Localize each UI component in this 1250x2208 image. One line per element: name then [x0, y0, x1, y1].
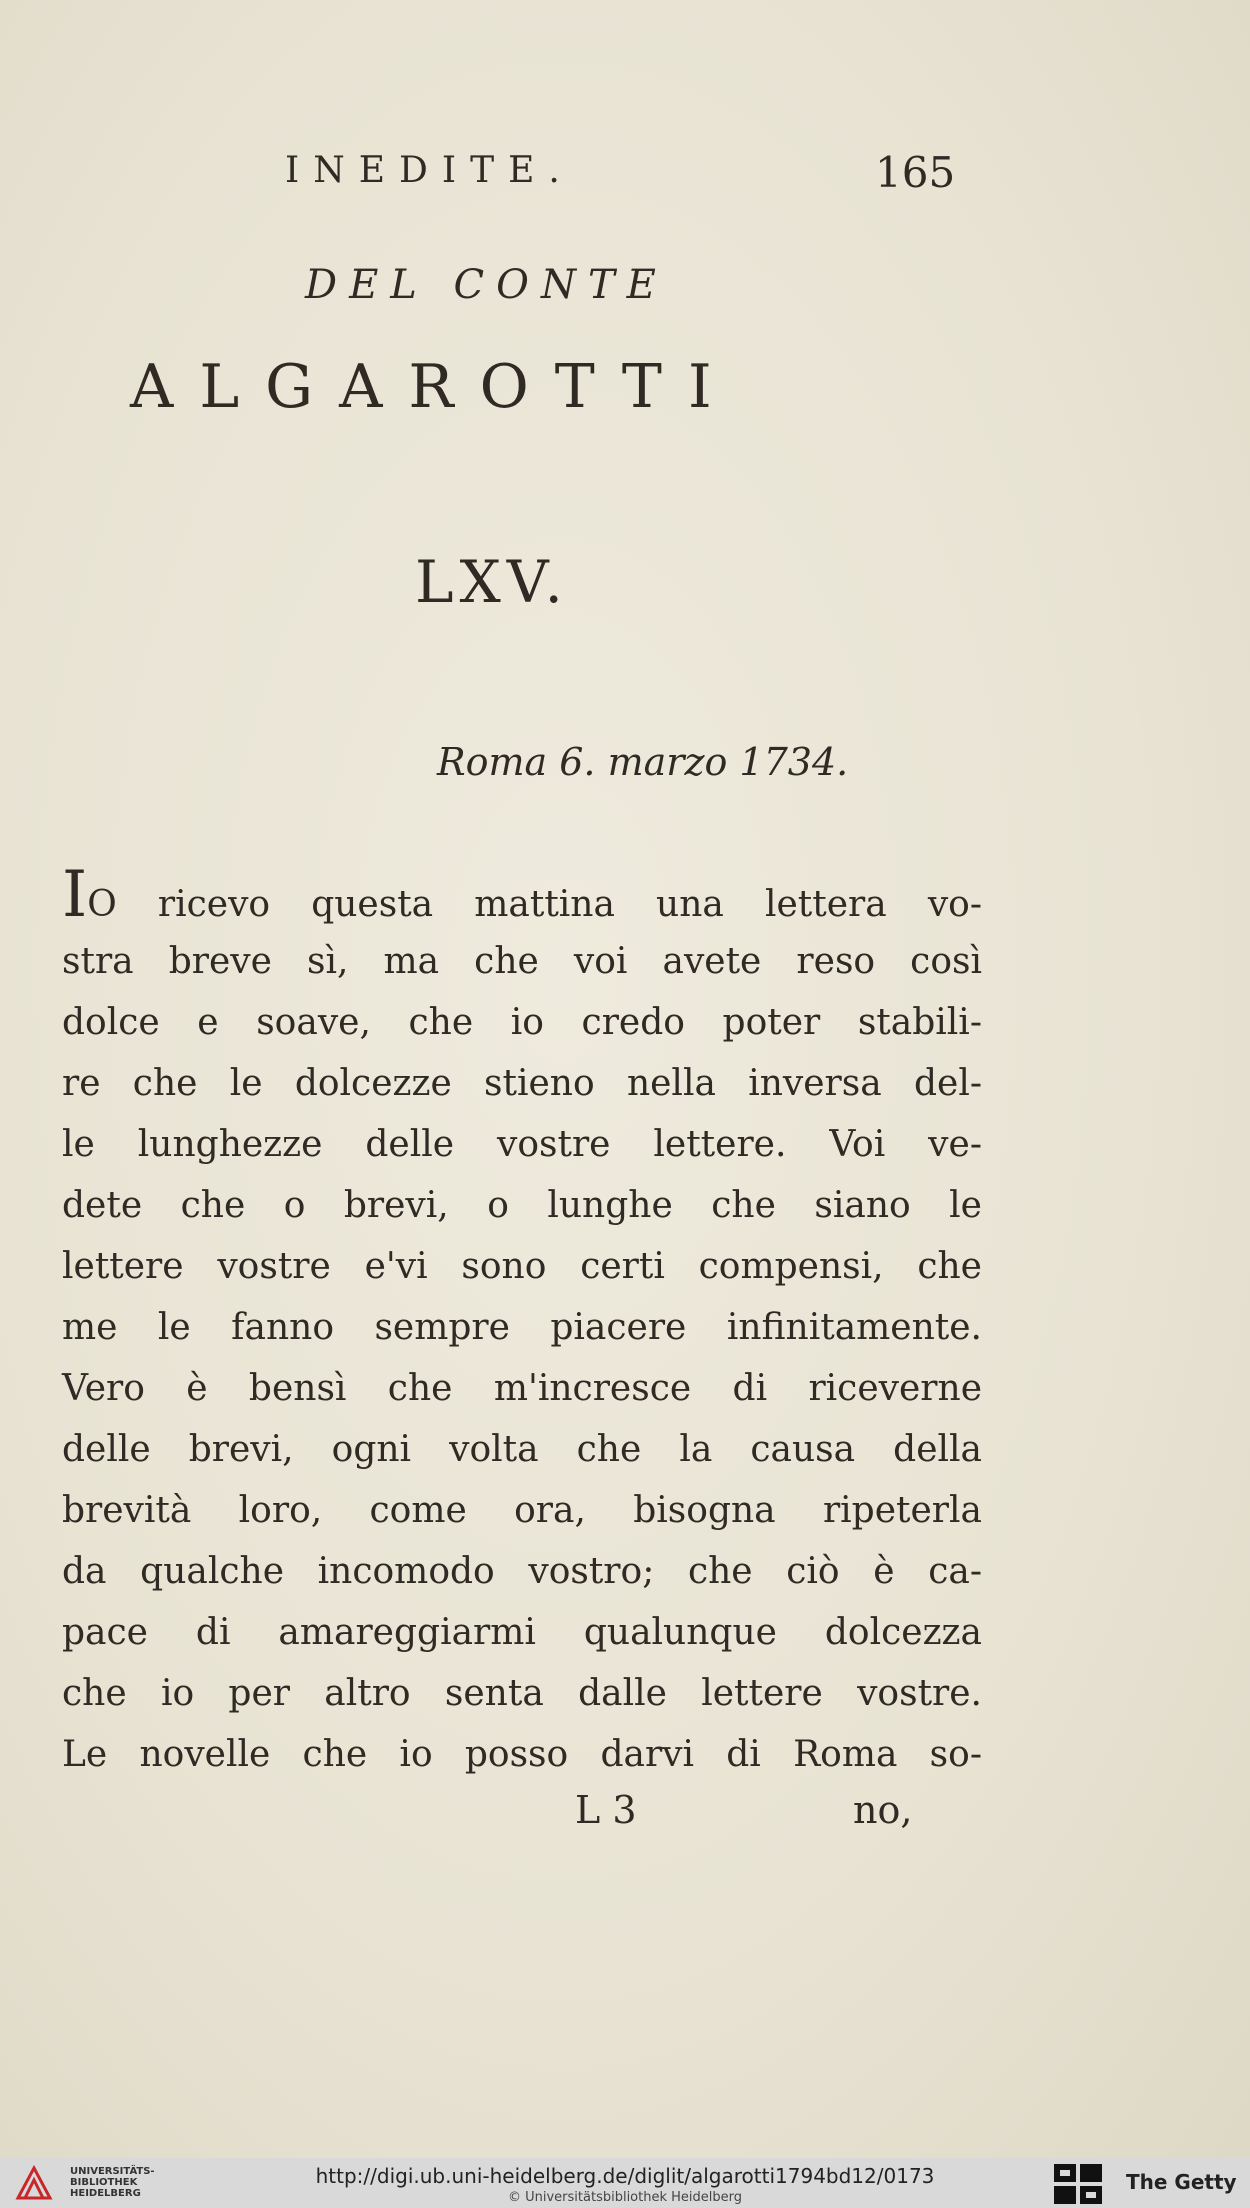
catchword: no, — [853, 1788, 913, 1832]
body-line: me le fanno sempre piacere infinitamente. — [62, 1307, 982, 1348]
drop-cap: I — [62, 858, 88, 932]
getty-logo-icon[interactable] — [1052, 2162, 1104, 2206]
body-line: da qualche incomodo vostro; che ciò è ca- — [62, 1551, 982, 1592]
body-line: dete che o brevi, o lunghe che siano le — [62, 1185, 982, 1226]
page-number: 165 — [875, 148, 956, 197]
body-line: IO ricevo questa mattina una lettera vo- — [62, 858, 982, 932]
letter-number: LXV. — [415, 548, 569, 616]
institution-name: UNIVERSITÄTS- BIBLIOTHEK HEIDELBERG — [70, 2166, 155, 2199]
letter-date: Roma 6. marzo 1734. — [437, 740, 849, 784]
body-line: le lunghezze delle vostre lettere. Voi ve- — [62, 1124, 982, 1165]
title-line-1: DEL CONTE — [305, 262, 668, 308]
body-line: lettere vostre e'vi sono certi compensi, che — [62, 1246, 982, 1287]
body-line: che io per altro senta dalle lettere vostre. — [62, 1673, 982, 1714]
copyright-notice: © Universitätsbibliothek Heidelberg — [507, 2190, 742, 2205]
permalink-url[interactable]: http://digi.ub.uni-heidelberg.de/diglit/algarotti1794bd12/0173 — [315, 2164, 935, 2188]
viewer-footer — [0, 2158, 1250, 2208]
partner-name: The Getty — [1126, 2170, 1237, 2194]
body-line: stra breve sì, ma che voi avete reso così — [62, 941, 982, 982]
body-line: delle brevi, ogni volta che la causa della — [62, 1429, 982, 1470]
body-line: Vero è bensì che m'incresce di riceverne — [62, 1368, 982, 1409]
letter-body — [62, 858, 982, 1785]
title-line-2: ALGAROTTI — [130, 352, 738, 422]
body-line: re che le dolcezze stieno nella inversa del- — [62, 1063, 982, 1104]
body-line: Le novelle che io posso darvi di Roma so- — [62, 1734, 982, 1775]
running-head: INEDITE. — [285, 150, 574, 191]
signature-mark: L 3 — [575, 1788, 637, 1832]
body-line: pace di amareggiarmi qualunque dolcezza — [62, 1612, 982, 1653]
body-line: brevità loro, come ora, bisogna ripeterla — [62, 1490, 982, 1531]
body-line: dolce e soave, che io credo poter stabili- — [62, 1002, 982, 1043]
